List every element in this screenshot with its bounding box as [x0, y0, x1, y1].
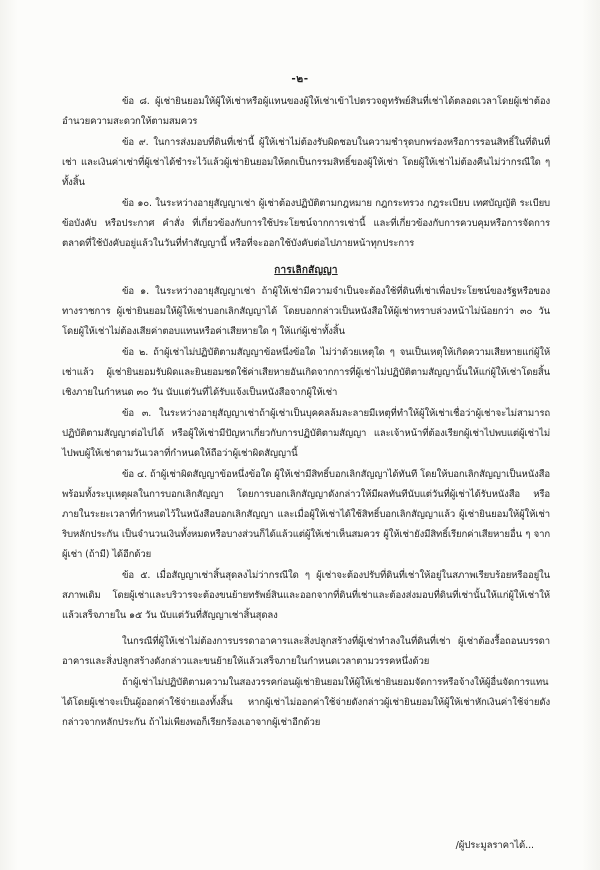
termination-clause-5-paragraph-3: ถ้าผู้เช่าไม่ปฏิบัติตามความในสองวรรคก่อนผู้เช่ายินยอมให้ผู้ให้เช่ายินยอมจัดการหรือจ้างให้ผู้อื่นจัดการแทนได้โดยผู้เช่าจะเป็นผู้ออกค่าใช้จ่ายเองทั้งสิ้น หากผู้เช่าไม่ออกค่าใช้จ่ายดังกล่าวผู้เช่ายินยอมให้ผู้ให้เช่าหักเงินค่าใช้จ่ายดังกล่าวจากหลักประกัน ถ้าไม่เพียงพอก็เรียกร้องเอาจากผู้เช่าอีกด้วย [62, 677, 550, 728]
document-body [62, 92, 550, 733]
section-heading-termination: การเลิกสัญญา [274, 265, 338, 276]
clause-10-paragraph: ข้อ ๑๐. ในระหว่างอายุสัญญาเช่า ผู้เช่าต้องปฏิบัติตามกฎหมาย กฎกระทรวง กฎระเบียบ เทศบัญญัติ ระเบียบข้อบังคับ หรือประกาศ คำสั่ง ที่เกี่ยวข้องกับการใช้ประโยชน์จากการเช่านี้ และที่เกี่ยวข้องกับการควบคุมหรือการจัดการตลาดที่ใช้บังคับอยู่แล้วในวันที่ทำสัญญานี้ หรือที่จะออกใช้บังคับต่อไปภายหน้าทุกประการ [62, 198, 550, 249]
termination-clause-5: ข้อ ๕. เมื่อสัญญาเช่าสิ้นสุดลงไม่ว่ากรณีใด ๆ ผู้เช่าจะต้องปรับที่ดินที่เช่าให้อยู่ในสภาพเรียบร้อยหรืออยู่ในสภาพเดิม โดยผู้เช่าและบริวารจะต้องขนย้ายทรัพย์สินและออกจากที่ดินที่เช่าและต้องส่งมอบที่ดินที่เช่านั้นให้แก่ผู้ให้เช่าให้แล้วเสร็จภายใน ๑๕ วัน นับแต่วันที่สัญญาเช่าสิ้นสุดลง [62, 570, 550, 621]
termination-clause-2: ข้อ ๒. ถ้าผู้เช่าไม่ปฏิบัติตามสัญญาข้อหนึ่งข้อใด ไม่ว่าด้วยเหตุใด ๆ จนเป็นเหตุให้เกิดความเสียหายแก่ผู้ให้เช่าแล้ว ผู้เช่ายินยอมรับผิดและยินยอมชดใช้ค่าเสียหายอันเกิดจากการที่ผู้เช่าไม่ปฏิบัติตามสัญญานั้นให้แก่ผู้ให้เช่าโดยสิ้นเชิงภายในกำหนด ๓๐ วัน นับแต่วันที่ได้รับแจ้งเป็นหนังสือจากผู้ให้เช่า [62, 347, 550, 398]
termination-clause-4: ข้อ ๔. ถ้าผู้เช่าผิดสัญญาข้อหนึ่งข้อใด ผู้ให้เช่ามีสิทธิ์บอกเลิกสัญญาได้ทันที โดยให้บอกเลิกสัญญาเป็นหนังสือ พร้อมทั้งระบุเหตุผลในการบอกเลิกสัญญา โดยการบอกเลิกสัญญาดังกล่าวให้มีผลทันทีนับแต่วันที่ผู้เช่าได้รับหนังสือ หรือภายในระยะเวลาที่กำหนดไว้ในหนังสือบอกเลิกสัญญา และเมื่อผู้ให้เช่าได้ใช้สิทธิ์บอกเลิกสัญญาแล้ว ผู้เช่ายินยอมให้ผู้ให้เช่าริบหลักประกัน เป็นจำนวนเงินทั้งหมดหรือบางส่วนก็ได้แล้วแต่ผู้ให้เช่าเห็นสมควร ผู้ให้เช่ายังมีสิทธิ์เรียกค่าเสียหายอื่น ๆ จากผู้เช่า (ถ้ามี) ได้อีกด้วย [62, 469, 550, 560]
continuation-marker: /ผู้ประมูลราคาได้... [455, 840, 534, 851]
termination-clause-3: ข้อ ๓. ในระหว่างอายุสัญญาเช่าถ้าผู้เช่าเป็นบุคคลล้มละลายมีเหตุที่ทำให้ผู้ให้เช่าเชื่อว่าผู้เช่าจะไม่สามารถปฏิบัติตามสัญญาต่อไปได้ หรือผู้ให้เช่ามีปัญหาเกี่ยวกับการปฏิบัติตามสัญญา และเจ้าหน้าที่ต้องเรียกผู้เช่าไปพบแต่ผู้เช่าไม่ไปพบผู้ให้เช่าตามวันเวลาที่กำหนดให้ถือว่าผู้เช่าผิดสัญญานี้ [62, 408, 550, 459]
termination-clause-1: ข้อ ๑. ในระหว่างอายุสัญญาเช่า ถ้าผู้ให้เช่ามีความจำเป็นจะต้องใช้ที่ดินที่เช่าเพื่อประโยชน์ของรัฐหรือของทางราชการ ผู้เช่ายินยอมให้ผู้ให้เช่าบอกเลิกสัญญาได้ โดยบอกกล่าวเป็นหนังสือให้ผู้เช่าทราบล่วงหน้าไม่น้อยกว่า ๓๐ วัน โดยผู้ให้เช่าไม่ต้องเสียค่าตอบแทนหรือค่าเสียหายใด ๆ ให้แก่ผู้เช่าทั้งสิ้น [62, 286, 550, 337]
clause-9-paragraph: ข้อ ๙. ในการส่งมอบที่ดินที่เช่านี้ ผู้ให้เช่าไม่ต้องรับผิดชอบในความชำรุดบกพร่องหรือการรอนสิทธิ์ในที่ดินที่เช่า และเงินค่าเช่าที่ผู้เช่าได้ชำระไว้แล้วผู้เช่ายินยอมให้ตกเป็นกรรมสิทธิ์ของผู้ให้เช่า โดยผู้ให้เช่าไม่ต้องคืนไม่ว่ากรณีใด ๆ ทั้งสิ้น [62, 137, 550, 188]
termination-clause-5-paragraph-2: ในกรณีที่ผู้ให้เช่าไม่ต้องการบรรดาอาคารและสิ่งปลูกสร้างที่ผู้เช่าทำลงในที่ดินที่เช่า ผู้เช่าต้องรื้อถอนบรรดาอาคารและสิ่งปลูกสร้างดังกล่าวและขนย้ายให้แล้วเสร็จภายในกำหนดเวลาตามวรรคหนึ่งด้วย [62, 636, 550, 667]
page-number: -๒- [291, 73, 309, 85]
clause-8-paragraph: ข้อ ๘. ผู้เช่ายินยอมให้ผู้ให้เช่าหรือผู้แทนของผู้ให้เช่าเข้าไปตรวจดูทรัพย์สินที่เช่าได้ตลอดเวลาโดยผู้เช่าต้องอำนวยความสะดวกให้ตามสมควร [62, 96, 550, 127]
